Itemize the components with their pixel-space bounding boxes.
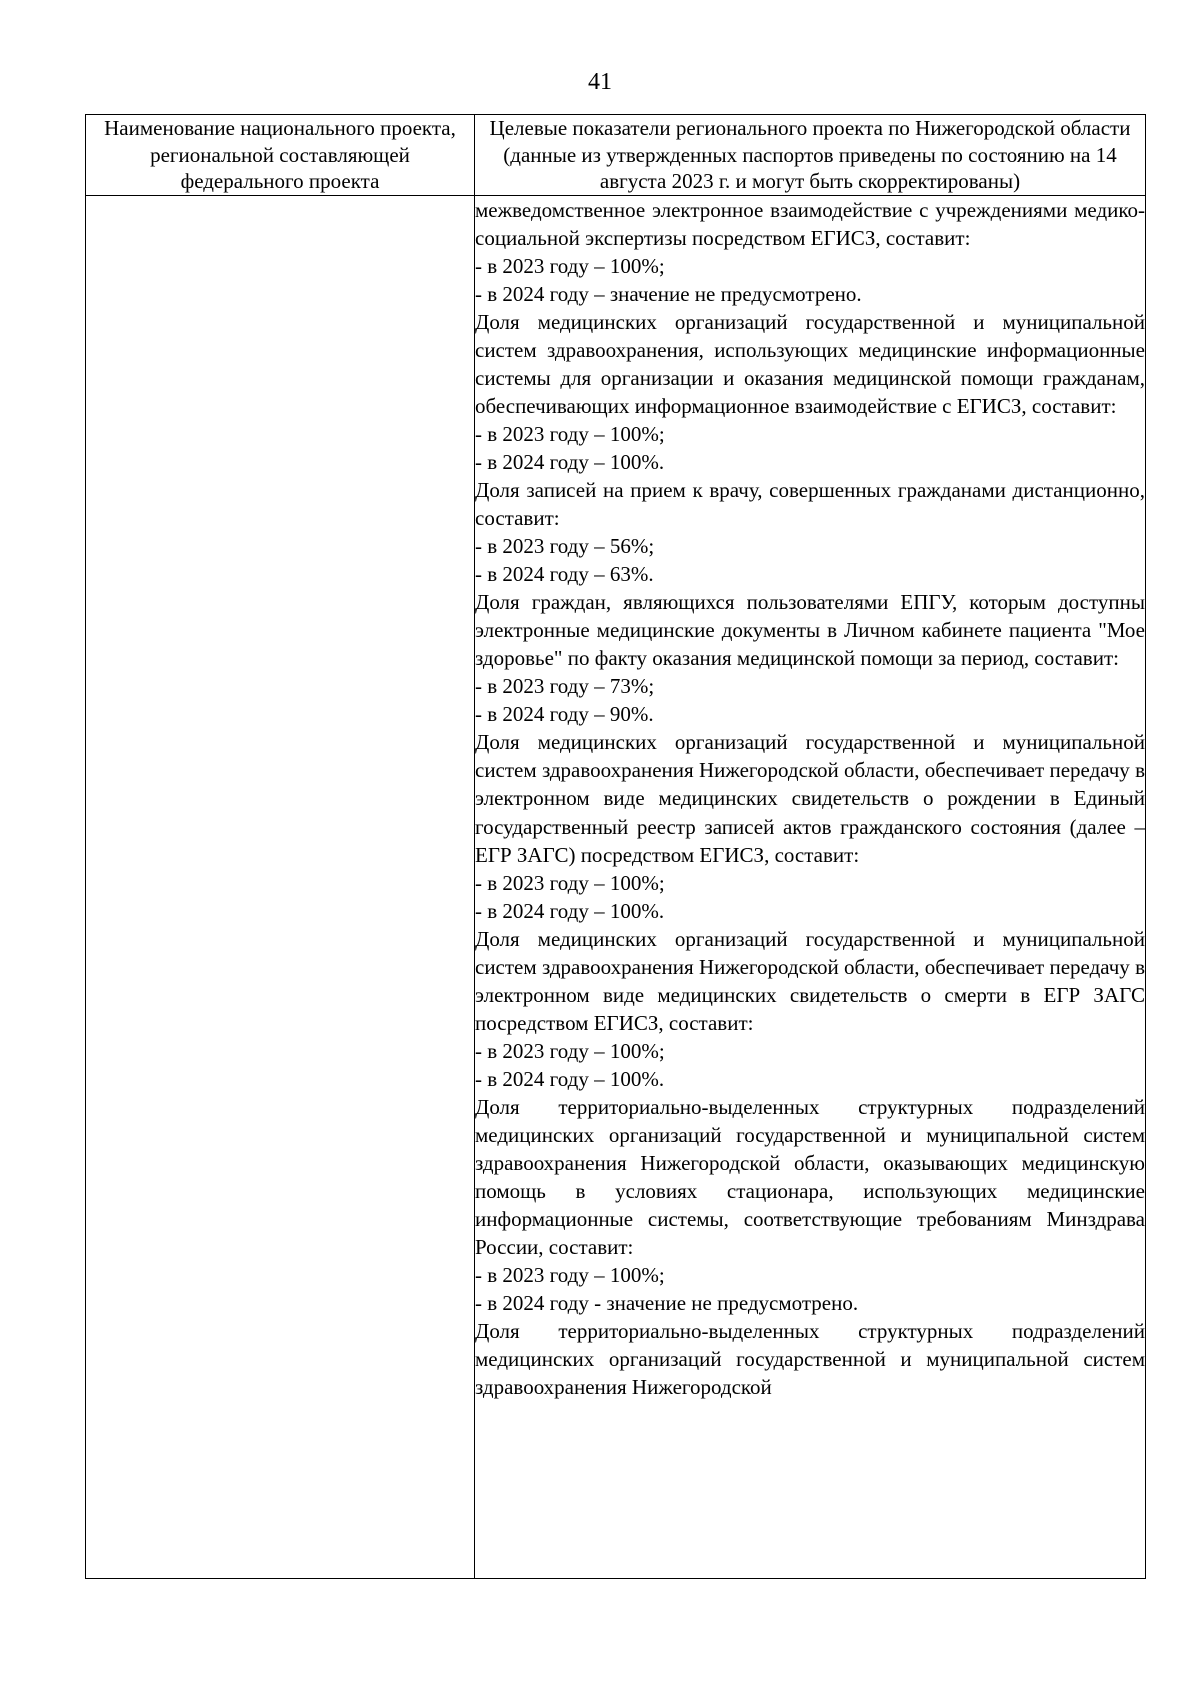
indicator-text: межведомственное электронное взаимодействие с учреждениями медико-социальной экспертизы посредством ЕГИСЗ, составит: — [475, 197, 1145, 250]
indicator-value-2023: - в 2023 году – 100%; — [475, 253, 665, 278]
indicator-value-2023: - в 2023 году – 100%; — [475, 1263, 665, 1288]
indicator-value-2023: - в 2023 году – 100%; — [475, 421, 665, 446]
indicator-value-2024: - в 2024 году – 100%. — [475, 449, 665, 474]
indicator-text: Доля медицинских организаций государственной и муниципальной систем здравоохранения, использующих медицинские информационные системы для организации и оказания медицинской помощи гражданам, обеспечивающих информационное взаимодействие с ЕГИСЗ, составит: — [475, 309, 1145, 418]
indicator-value-2023: - в 2023 году – 100%; — [475, 1038, 665, 1063]
indicator-value-2024: - в 2024 году – 100%. — [475, 1066, 665, 1091]
indicator-value-2024: - в 2024 году – 100%. — [475, 898, 665, 923]
indicator-value-2024: - в 2024 году – 63%. — [475, 562, 654, 587]
indicator-block — [475, 476, 1145, 588]
indicator-value-2023: - в 2023 году – 56%; — [475, 534, 655, 559]
indicator-block — [475, 1317, 1145, 1401]
page-number: 41 — [588, 69, 612, 95]
indicator-text: Доля территориально-выделенных структурных подразделений медицинских организаций государственной и муниципальной систем здравоохранения Нижегородской — [475, 1319, 1145, 1400]
indicator-value-2023: - в 2023 году – 73%; — [475, 674, 655, 699]
indicator-block — [475, 588, 1145, 728]
indicator-text: Доля граждан, являющихся пользователями ЕПГУ, которым доступны электронные медицинские документы в Личном кабинете пациента "Мое здоровье" по факту оказания медицинской помощи за период, составит: — [475, 590, 1145, 671]
indicators-table — [85, 114, 1146, 1579]
indicator-block — [475, 308, 1145, 476]
header-project-name: Наименование национального проекта, региональной составляющей федерального проекта — [86, 115, 475, 196]
indicator-value-2024: - в 2024 году - значение не предусмотрено. — [475, 1291, 859, 1316]
indicator-text: Доля записей на прием к врачу, совершенных гражданами дистанционно, составит: — [475, 477, 1145, 531]
indicator-block — [475, 196, 1145, 308]
indicator-text: Доля территориально-выделенных структурных подразделений медицинских организаций государственной и муниципальной систем здравоохранения Нижегородской области, оказывающих медицинскую помощь в условиях стационара, использующих медицинские информационные системы, соответствующие требованиям Минздрава России, составит: — [475, 1095, 1145, 1260]
table-body-row — [86, 195, 1146, 1578]
indicator-value-2023: - в 2023 году – 100%; — [475, 870, 665, 895]
indicator-value-2024: - в 2024 году – 90%. — [475, 702, 654, 727]
indicators-cell — [475, 195, 1146, 1578]
indicator-text: Доля медицинских организаций государственной и муниципальной систем здравоохранения Нижегородской области, обеспечивает передачу в электронном виде медицинских свидетельств о рождении в Единый государственный реестр записей актов гражданского состояния (далее – ЕГР ЗАГС) посредством ЕГИСЗ, составит: — [475, 730, 1145, 867]
indicator-block — [475, 925, 1145, 1093]
table-header-row — [86, 115, 1146, 196]
indicator-block — [475, 1093, 1145, 1317]
indicator-value-2024: - в 2024 году – значение не предусмотрено. — [475, 281, 862, 306]
project-name-cell — [86, 195, 475, 1578]
indicator-text: Доля медицинских организаций государственной и муниципальной систем здравоохранения Нижегородской области, обеспечивает передачу в электронном виде медицинских свидетельств о смерти в ЕГР ЗАГС посредством ЕГИСЗ, составит: — [475, 926, 1145, 1035]
indicator-block — [475, 728, 1145, 924]
header-target-indicators: Целевые показатели регионального проекта по Нижегородской области (данные из утвержденных паспортов приведены по состоянию на 14 августа 2023 г. и могут быть скорректированы) — [475, 115, 1146, 196]
